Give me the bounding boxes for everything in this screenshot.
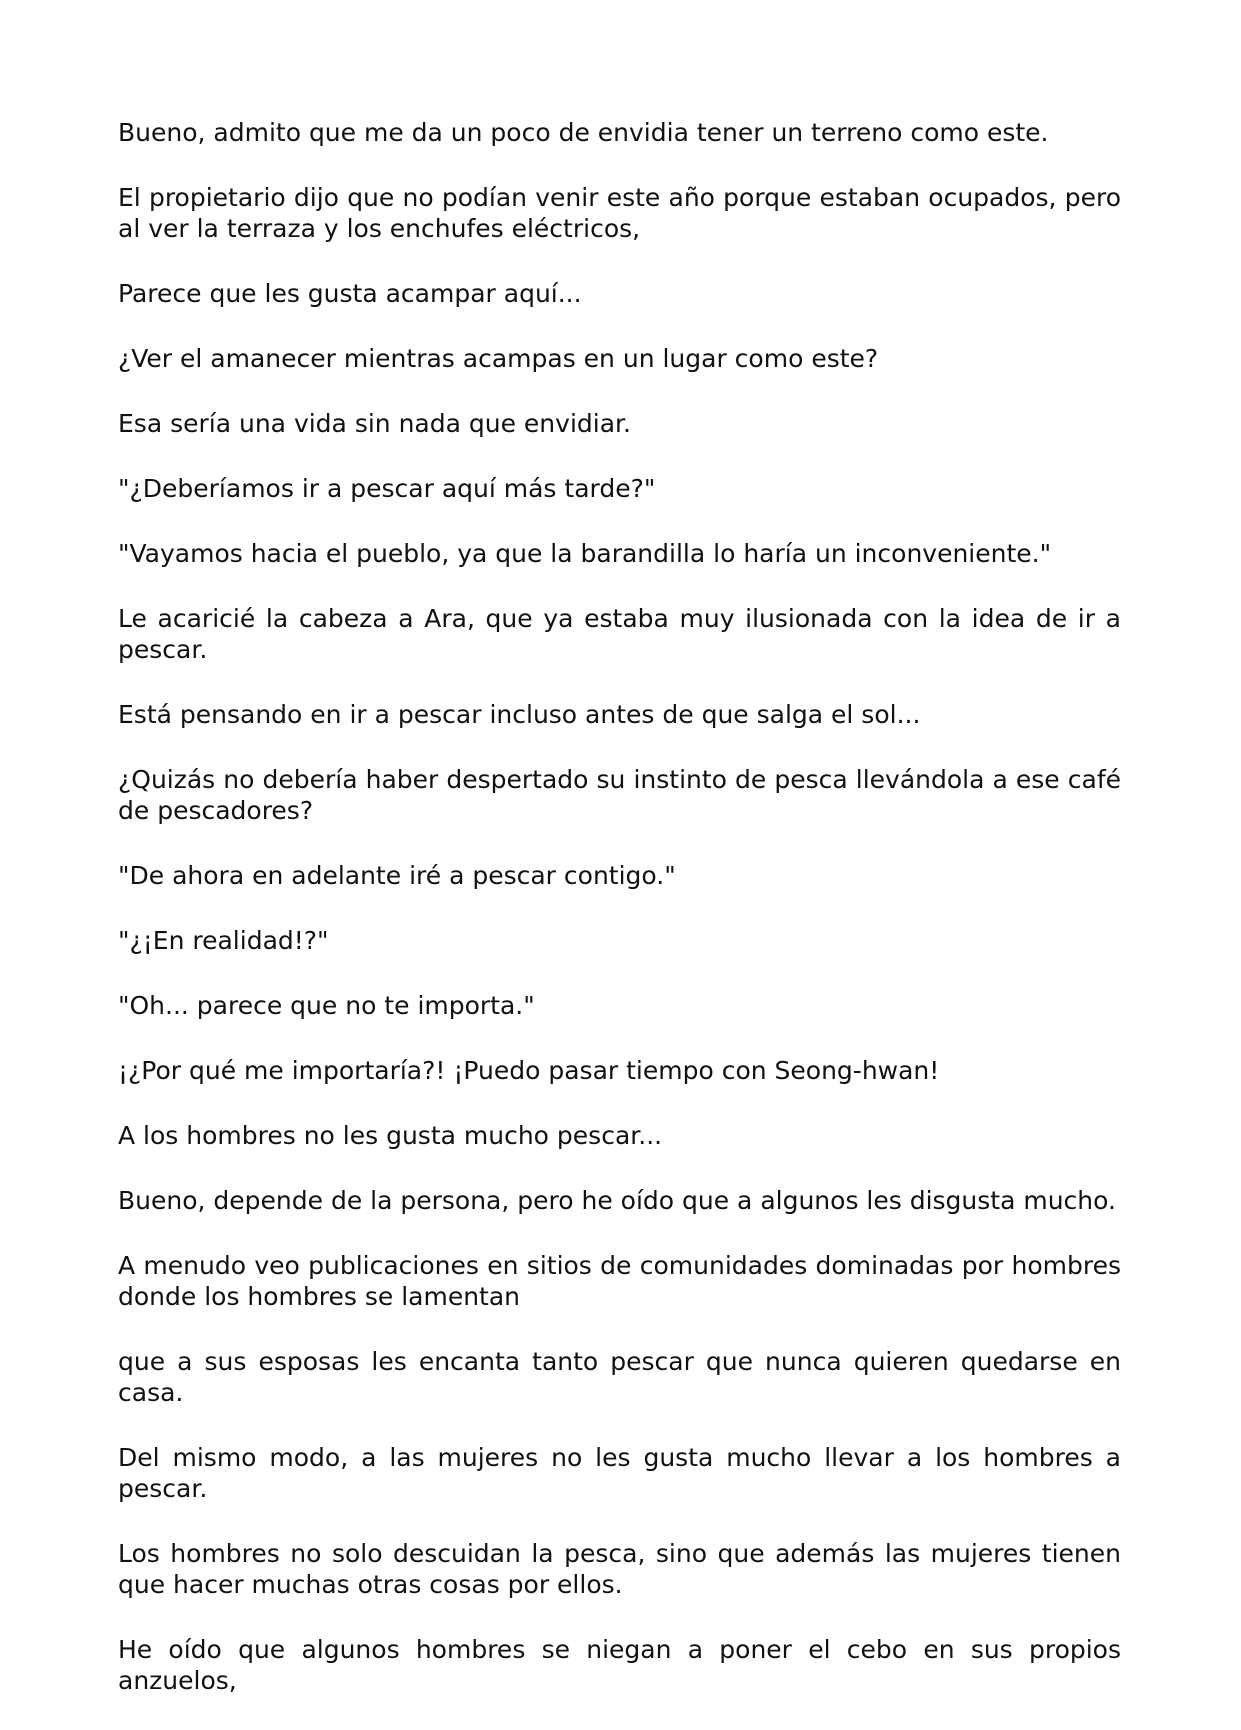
paragraph: ¿Ver el amanecer mientras acampas en un lugar como este?: [118, 344, 879, 373]
paragraph: Está pensando en ir a pescar incluso antes de que salga el sol...: [118, 700, 921, 729]
paragraph: "Vayamos hacia el pueblo, ya que la barandilla lo haría un inconveniente.": [118, 539, 1052, 568]
paragraph: "¿Deberíamos ir a pescar aquí más tarde?": [118, 474, 656, 503]
paragraph: Bueno, depende de la persona, pero he oído que a algunos les disgusta mucho.: [118, 1186, 1116, 1215]
paragraph: que a sus esposas les encanta tanto pescar que nunca quieren quedarse en casa.: [118, 1347, 1121, 1407]
paragraph: Parece que les gusta acampar aquí...: [118, 279, 582, 308]
document-body: [118, 117, 1121, 1730]
paragraph: "Oh... parece que no te importa.": [118, 991, 535, 1020]
paragraph: Le acaricié la cabeza a Ara, que ya estaba muy ilusionada con la idea de ir a pescar.: [118, 604, 1121, 664]
paragraph: ¡¿Por qué me importaría?! ¡Puedo pasar tiempo con Seong-hwan!: [118, 1056, 940, 1085]
paragraph: He oído que algunos hombres se niegan a poner el cebo en sus propios anzuelos,: [118, 1635, 1121, 1695]
paragraph: El propietario dijo que no podían venir este año porque estaban ocupados, pero al ver la terraza y los enchufes eléctricos,: [118, 183, 1121, 243]
paragraph: ¿Quizás no debería haber despertado su instinto de pesca llevándola a ese café de pescadores?: [118, 765, 1121, 825]
paragraph: Bueno, admito que me da un poco de envidia tener un terreno como este.: [118, 118, 1049, 147]
paragraph: A los hombres no les gusta mucho pescar...: [118, 1121, 663, 1150]
paragraph: Los hombres no solo descuidan la pesca, sino que además las mujeres tienen que hacer muchas otras cosas por ellos.: [118, 1539, 1121, 1599]
paragraph: A menudo veo publicaciones en sitios de comunidades dominadas por hombres donde los hombres se lamentan: [118, 1251, 1121, 1311]
paragraph: "De ahora en adelante iré a pescar contigo.": [118, 861, 676, 890]
paragraph: Del mismo modo, a las mujeres no les gusta mucho llevar a los hombres a pescar.: [118, 1443, 1121, 1503]
paragraph: Esa sería una vida sin nada que envidiar.: [118, 409, 631, 438]
paragraph: "¿¡En realidad!?": [118, 926, 329, 955]
